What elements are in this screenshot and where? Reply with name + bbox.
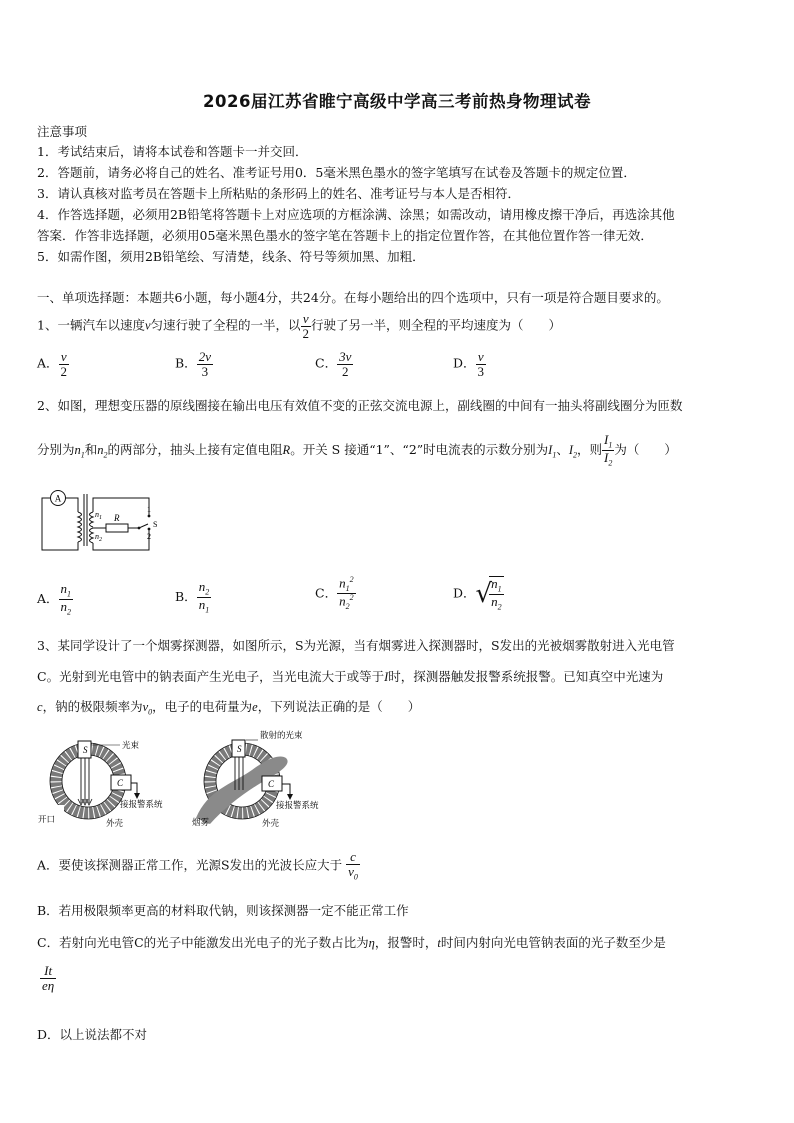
q2-option-c[interactable]: C． $\frac{n_1^2}{n_2^2}$ <box>315 575 354 612</box>
svg-text:n1: $n_1$ <box>95 510 102 521</box>
svg-text:C: C <box>117 778 124 788</box>
notice-heading: 注意事项 <box>37 124 88 139</box>
notice-item: 3．请认真核对监考员在答题卡上所粘贴的条形码上的姓名、准考证号与本人是否相符． <box>37 186 520 201</box>
transformer-circuit-diagram <box>38 484 163 556</box>
svg-text:接报警系统: 接报警系统 <box>276 800 319 810</box>
svg-text:R: R <box>114 513 120 523</box>
svg-text:n2: $n_2$ <box>95 532 102 543</box>
q1-option-b[interactable]: B． $\frac{2v}{3}$ <box>175 349 211 379</box>
question-2-stem-line1: 2、如图，理想变压器的原线圈接在输出电压有效值不变的正弦交流电源上，副线圈的中间有一抽头将副线圈分为匝数 <box>37 398 683 413</box>
question-3-stem-line2: C。光射到光电管中的钠表面产生光电子，当光电流大于或等于I时，探测器触发报警系统报警。已知真空中光速为 <box>37 669 664 684</box>
svg-text:A: A <box>54 493 62 504</box>
svg-text:散射的光束: 散射的光束 <box>260 730 303 740</box>
q2-option-d[interactable]: D．√ $\frac{n_1}{n_2}$ <box>453 576 502 612</box>
svg-text:S: S <box>237 744 242 754</box>
svg-text:外壳: 外壳 <box>262 818 280 828</box>
notice-item: 4．作答选择题，必须用2B铅笔将答题卡上对应选项的方框涂满、涂黑；如需改动，请用橡皮擦干净后，再选涂其他 <box>37 207 675 222</box>
question-3-stem-line1: 3、某同学设计了一个烟雾探测器，如图所示，S为光源，当有烟雾进入探测器时，S发出的光被烟雾散射进入光电管 <box>37 638 675 653</box>
question-3-stem-line3: c，钠的极限频率为$v_0$，电子的电荷量为e，下列说法正确的是（ ） <box>37 699 421 717</box>
svg-text:2: 2 <box>147 532 151 541</box>
page-title: 2026届江苏省睢宁高级中学高三考前热身物理试卷 <box>203 92 591 111</box>
sqrt-symbol: √ <box>475 578 493 609</box>
smoke-detector-figure-smoke <box>190 730 340 830</box>
q1-option-a[interactable]: A． $\frac{v}{2}$ <box>37 349 68 379</box>
q3-option-a[interactable]: A．要使该探测器正常工作，光源S发出的光波长应大于 $\frac{c}{v_0}$ <box>37 849 358 882</box>
q1-option-d[interactable]: D． $\frac{v}{3}$ <box>453 349 485 379</box>
q3-option-c[interactable]: C．若射向光电管C的光子中能激发出光电子的光子数占比为η，报警时，t时间内射向光电管钠表面的光子数至少是 <box>37 935 666 950</box>
notice-item: 答案．作答非选择题，必须用05毫米黑色墨水的签字笔在答题卡上的指定位置作答，在其他位置作答一律无效． <box>37 228 653 243</box>
fraction: $\frac{v}{2}$ <box>302 311 310 341</box>
svg-text:S: S <box>153 520 158 529</box>
q2-option-a[interactable]: A． $\frac{n_1}{n_2}$ <box>37 581 72 617</box>
svg-text:烟雾: 烟雾 <box>192 817 210 827</box>
smoke-detector-figure-normal <box>36 733 186 829</box>
q1-option-c[interactable]: C． $\frac{3v}{2}$ <box>315 349 352 379</box>
svg-text:C: C <box>268 779 275 789</box>
secondary-coil-n2 <box>90 528 94 543</box>
svg-text:S: S <box>83 745 88 755</box>
ratio-fraction: $\frac{I_1}{I_2}$ <box>604 432 613 468</box>
svg-text:接报警系统: 接报警系统 <box>120 799 163 809</box>
primary-coil <box>78 512 82 542</box>
q3-option-d[interactable]: D．以上说法都不对 <box>37 1027 148 1042</box>
svg-text:开口: 开口 <box>38 814 56 824</box>
q2-option-b[interactable]: B． $\frac{n_2}{n_1}$ <box>175 579 210 615</box>
question-2-stem-line2: 分别为$n_1$和$n_2$的两部分，抽头上接有定值电阻R。开关 S 接通“1”、“2”时电流表的示数分别为$I_1$、$I_2$，则 $\frac{I_1}{I_2}$ 为（ ） <box>37 432 677 468</box>
q3-option-c-fraction: $\frac{It}{e\eta}$ <box>42 963 55 993</box>
resistor-r <box>106 524 128 532</box>
notice-item: 5．如需作图，须用2B铅笔绘、写清楚，线条、符号等须加黑、加粗． <box>37 249 425 264</box>
section-heading: 一、单项选择题：本题共6小题，每小题4分，共24分。在每小题给出的四个选项中，只有一项是符合题目要求的。 <box>37 290 669 305</box>
svg-text:1: 1 <box>147 505 151 514</box>
secondary-coil-n1 <box>90 512 94 527</box>
notice-item: 2．答题前，请务必将自己的姓名、准考证号用0．5毫米黑色墨水的签字笔填写在试卷及答题卡的规定位置． <box>37 165 636 180</box>
notice-item: 1．考试结束后，请将本试卷和答题卡一并交回． <box>37 144 308 159</box>
svg-text:光束: 光束 <box>122 740 140 750</box>
question-1-stem: 1、一辆汽车以速度v匀速行驶了全程的一半，以 $\frac{v}{2}$ 行驶了另一半，则全程的平均速度为（ ） <box>37 311 562 341</box>
svg-text:外壳: 外壳 <box>106 818 124 828</box>
q3-option-b[interactable]: B．若用极限频率更高的材料取代钠，则该探测器一定不能正常工作 <box>37 903 409 918</box>
